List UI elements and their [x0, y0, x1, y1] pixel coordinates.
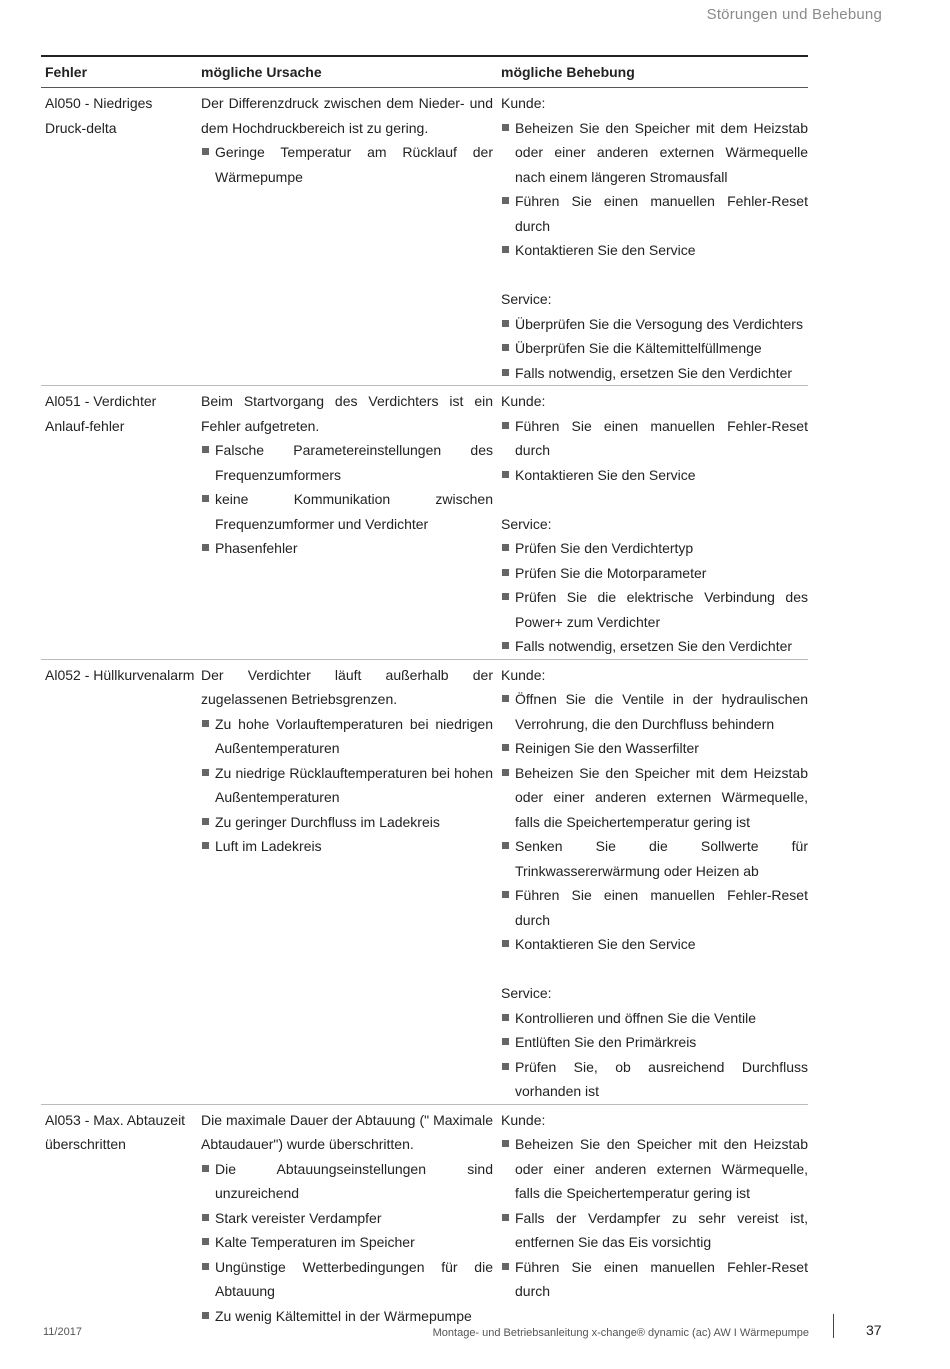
- cause-item: Die Abtauungseinstellungen sind unzureichend: [201, 1157, 493, 1206]
- customer-label: Kunde:: [501, 1111, 546, 1128]
- table-row: [41, 386, 808, 660]
- customer-remedy-item: Führen Sie einen manuellen Fehler-Reset durch: [501, 883, 808, 932]
- cause-item: Zu geringer Durchfluss im Ladekreis: [201, 810, 493, 835]
- remedy-cell: [497, 660, 808, 1105]
- cause-text: Der Differenzdruck zwischen dem Nieder- und dem Hochdruckbereich ist zu gering.: [201, 95, 493, 136]
- service-remedy-item: Überprüfen Sie die Versogung des Verdichters: [501, 312, 808, 337]
- cause-list: [201, 1157, 493, 1329]
- cause-item: Zu niedrige Rücklauftemperaturen bei hohen Außentemperaturen: [201, 761, 493, 810]
- cause-cell: [197, 386, 497, 660]
- customer-remedy-item: Führen Sie einen manuellen Fehler-Reset durch: [501, 414, 808, 463]
- service-remedy-item: Prüfen Sie die elektrische Verbindung des Power+ zum Verdichter: [501, 585, 808, 634]
- customer-remedy-item: Senken Sie die Sollwerte für Trinkwassererwärmung oder Heizen ab: [501, 834, 808, 883]
- fault-table: [41, 55, 808, 1328]
- column-header-ursache: mögliche Ursache: [201, 64, 322, 80]
- remedy-cell: [497, 386, 808, 660]
- customer-remedy-list: [501, 414, 808, 488]
- customer-label: Kunde:: [501, 666, 546, 683]
- fault-code: Al050 - Niedriges Druck-delta: [41, 88, 197, 386]
- cause-item: Falsche Parametereinstellungen des Frequenzumformers: [201, 438, 493, 487]
- service-remedy-item: Prüfen Sie die Motorparameter: [501, 561, 808, 586]
- cause-item: Geringe Temperatur am Rücklauf der Wärmepumpe: [201, 140, 493, 189]
- service-remedy-item: Falls notwendig, ersetzen Sie den Verdichter: [501, 361, 808, 386]
- customer-remedy-list: [501, 687, 808, 957]
- cause-list: [201, 140, 493, 189]
- spacer: [501, 957, 808, 982]
- service-remedy-item: Prüfen Sie den Verdichtertyp: [501, 536, 808, 561]
- cause-text: Der Verdichter läuft außerhalb der zugelassenen Betriebsgrenzen.: [201, 666, 493, 707]
- footer-document-title: Montage- und Betriebsanleitung x-change® dynamic (ac) AW I Wärmepumpe: [432, 1327, 809, 1339]
- service-remedy-item: Prüfen Sie, ob ausreichend Durchfluss vorhanden ist: [501, 1055, 808, 1104]
- service-remedy-item: Kontrollieren und öffnen Sie die Ventile: [501, 1006, 808, 1031]
- customer-remedy-item: Führen Sie einen manuellen Fehler-Reset durch: [501, 1255, 808, 1304]
- service-remedy-list: [501, 1006, 808, 1104]
- footer-divider: [833, 1314, 834, 1338]
- cause-item: keine Kommunikation zwischen Frequenzumformer und Verdichter: [201, 487, 493, 536]
- cause-item: Kalte Temperaturen im Speicher: [201, 1230, 493, 1255]
- cause-item: Ungünstige Wetterbedingungen für die Abtauung: [201, 1255, 493, 1304]
- customer-label: Kunde:: [501, 393, 546, 409]
- page-number: 37: [866, 1322, 882, 1338]
- spacer: [501, 263, 808, 288]
- service-remedy-item: Entlüften Sie den Primärkreis: [501, 1030, 808, 1055]
- customer-remedy-item: Führen Sie einen manuellen Fehler-Reset durch: [501, 189, 808, 238]
- cause-cell: [197, 88, 497, 386]
- table-body: [41, 88, 808, 1328]
- service-remedy-list: [501, 312, 808, 386]
- fault-code: Al053 - Max. Abtauzeit überschritten: [45, 1111, 186, 1152]
- cause-cell: [197, 1105, 497, 1329]
- table-row: [41, 1105, 808, 1329]
- service-label: Service:: [501, 515, 552, 532]
- customer-remedy-item: Beheizen Sie den Speicher mit den Heizstab oder einer anderen externen Wärmequelle, falls die Speichertemperatur gering ist: [501, 1132, 808, 1206]
- customer-remedy-item: Beheizen Sie den Speicher mit dem Heizstab oder einer anderen externen Wärmequelle, falls die Speichertemperatur gering ist: [501, 761, 808, 835]
- service-remedy-item: Überprüfen Sie die Kältemittelfüllmenge: [501, 336, 808, 361]
- cause-item: Stark vereister Verdampfer: [201, 1206, 493, 1231]
- table-row: [41, 660, 808, 1105]
- customer-remedy-item: Kontaktieren Sie den Service: [501, 463, 808, 488]
- spacer: [501, 487, 808, 512]
- customer-remedy-item: Falls der Verdampfer zu sehr vereist ist, entfernen Sie das Eis vorsichtig: [501, 1206, 808, 1255]
- remedy-cell: [497, 1105, 808, 1329]
- fault-code: Al052 - Hüllkurvenalarm: [41, 660, 197, 1105]
- fault-code: Al051 - Verdichter Anlauf-fehler: [41, 386, 197, 660]
- customer-remedy-item: Öffnen Sie die Ventile in der hydraulischen Verrohrung, die den Durchfluss behindern: [501, 687, 808, 736]
- customer-label: Kunde:: [501, 95, 546, 111]
- cause-text: Beim Startvorgang des Verdichters ist ein Fehler aufgetreten.: [201, 393, 493, 434]
- service-remedy-list: [501, 536, 808, 659]
- cause-text: Die maximale Dauer der Abtauung (" Maximale Abtaudauer") wurde überschritten.: [201, 1111, 493, 1152]
- cause-list: [201, 712, 493, 859]
- table-row: [41, 88, 808, 386]
- remedy-cell: [497, 88, 808, 386]
- service-label: Service:: [501, 291, 552, 307]
- cause-list: [201, 438, 493, 561]
- service-label: Service:: [501, 985, 552, 1001]
- cause-item: Zu hohe Vorlauftemperaturen bei niedrigen Außentemperaturen: [201, 712, 493, 761]
- cause-item: Luft im Ladekreis: [201, 834, 493, 859]
- column-header-behebung: mögliche Behebung: [501, 64, 635, 80]
- section-title: Störungen und Behebung: [706, 6, 882, 23]
- table-header: [41, 55, 808, 88]
- column-header-fehler: Fehler: [45, 64, 88, 80]
- customer-remedy-item: Kontaktieren Sie den Service: [501, 932, 808, 957]
- customer-remedy-item: Beheizen Sie den Speicher mit dem Heizstab oder einer anderen externen Wärmequelle nach einem längeren Stromausfall: [501, 116, 808, 190]
- customer-remedy-item: Kontaktieren Sie den Service: [501, 238, 808, 263]
- customer-remedy-item: Reinigen Sie den Wasserfilter: [501, 736, 808, 761]
- cause-item: Zu wenig Kältemittel in der Wärmepumpe: [201, 1304, 493, 1329]
- customer-remedy-list: [501, 1132, 808, 1304]
- customer-remedy-list: [501, 116, 808, 263]
- cause-cell: [197, 660, 497, 1105]
- footer-date: 11/2017: [43, 1326, 82, 1338]
- cause-item: Phasenfehler: [201, 536, 493, 561]
- service-remedy-item: Falls notwendig, ersetzen Sie den Verdichter: [501, 634, 808, 659]
